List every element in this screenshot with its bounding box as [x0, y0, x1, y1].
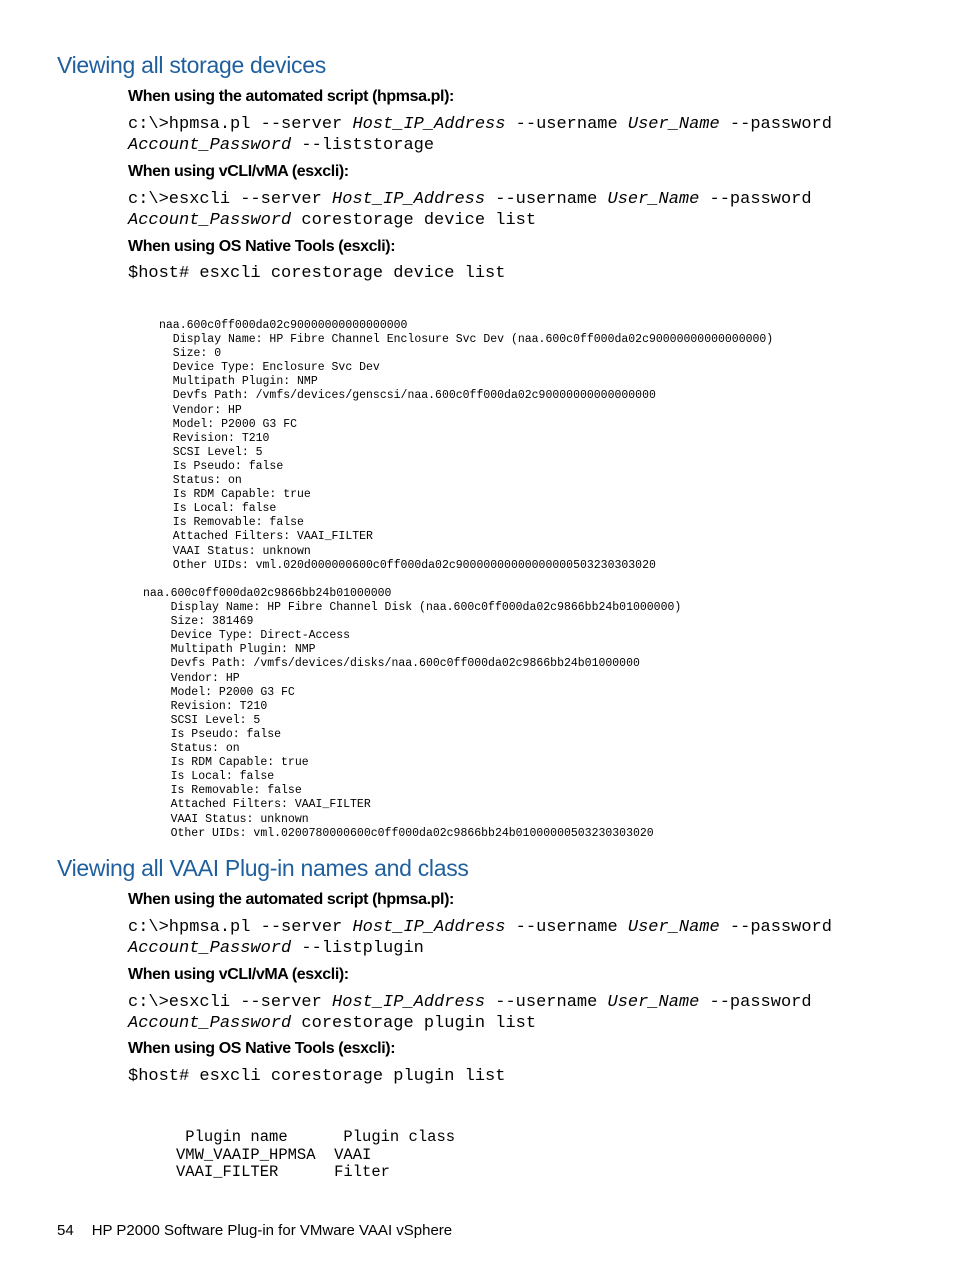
command-esxcli-plugin-list-native: $host# esxcli corestorage plugin list	[128, 1067, 506, 1086]
label-native-tools-2: When using OS Native Tools (esxcli):	[128, 1040, 396, 1057]
command-esxcli-device-list-remote: c:\>esxcli --server Host_IP_Address --username User_Name --password Account_Password corestorage device list	[128, 190, 812, 230]
plugin-table-output: Plugin name Plugin class VMW_VAAIP_HPMSA VAAI VAAI_FILTER Filter	[176, 1128, 456, 1181]
output-device-2: naa.600c0ff000da02c9866bb24b01000000 Display Name: HP Fibre Channel Disk (naa.600c0ff000da02c9866bb24b01000000) Size: 381469 Device Type: Direct-Access Multipath Plugin: NMP Devfs Path: /vmfs/devices/disks/naa.600c0ff000da02c9866bb24b01000000 Vendor: HP Model: P2000 G3 FC Revision: T210 SCSI Level: 5 Is Pseudo: false Status: on Is RDM Capable: true Is Local: false Is Removable: false Attached Filters: VAAI_FILTER VAAI Status: unknown Other UIDs: vml.0200780000600c0ff000da02c9866bb24b01000000503230303020	[143, 587, 682, 840]
label-vcli-2: When using vCLI/vMA (esxcli):	[128, 966, 349, 983]
label-vcli: When using vCLI/vMA (esxcli):	[128, 163, 349, 180]
command-esxcli-plugin-list-remote: c:\>esxcli --server Host_IP_Address --username User_Name --password Account_Password corestorage plugin list	[128, 993, 812, 1033]
document-title: HP P2000 Software Plug-in for VMware VAAI vSphere	[91, 1222, 453, 1239]
command-esxcli-device-list-native: $host# esxcli corestorage device list	[128, 264, 506, 283]
page-number: 54	[57, 1222, 74, 1239]
label-automated-script-2: When using the automated script (hpmsa.pl):	[128, 891, 454, 908]
output-device-1: naa.600c0ff000da02c90000000000000000 Display Name: HP Fibre Channel Enclosure Svc Dev (naa.600c0ff000da02c90000000000000000) Size: 0 Device Type: Enclosure Svc Dev Multipath Plugin: NMP Devfs Path: /vmfs/devices/genscsi/naa.600c0ff000da02c90000000000000000 Vendor: HP Model: P2000 G3 FC Revision: T210 SCSI Level: 5 Is Pseudo: false Status: on Is RDM Capable: true Is Local: false Is Removable: false Attached Filters: VAAI_FILTER VAAI Status: unknown Other UIDs: vml.020d000000600c0ff000da02c90000000000000000503230303020	[159, 319, 774, 572]
command-hpmsa-liststorage: c:\>hpmsa.pl --server Host_IP_Address --username User_Name --password Account_Password --liststorage	[128, 115, 832, 155]
section-title-storage-devices: Viewing all storage devices	[57, 52, 326, 78]
command-hpmsa-listplugin: c:\>hpmsa.pl --server Host_IP_Address --username User_Name --password Account_Password --listplugin	[128, 918, 832, 958]
label-native-tools: When using OS Native Tools (esxcli):	[128, 238, 396, 255]
label-automated-script: When using the automated script (hpmsa.pl):	[128, 88, 454, 105]
section-title-vaai-plugins: Viewing all VAAI Plug-in names and class	[57, 855, 469, 881]
page-footer	[57, 1222, 452, 1239]
